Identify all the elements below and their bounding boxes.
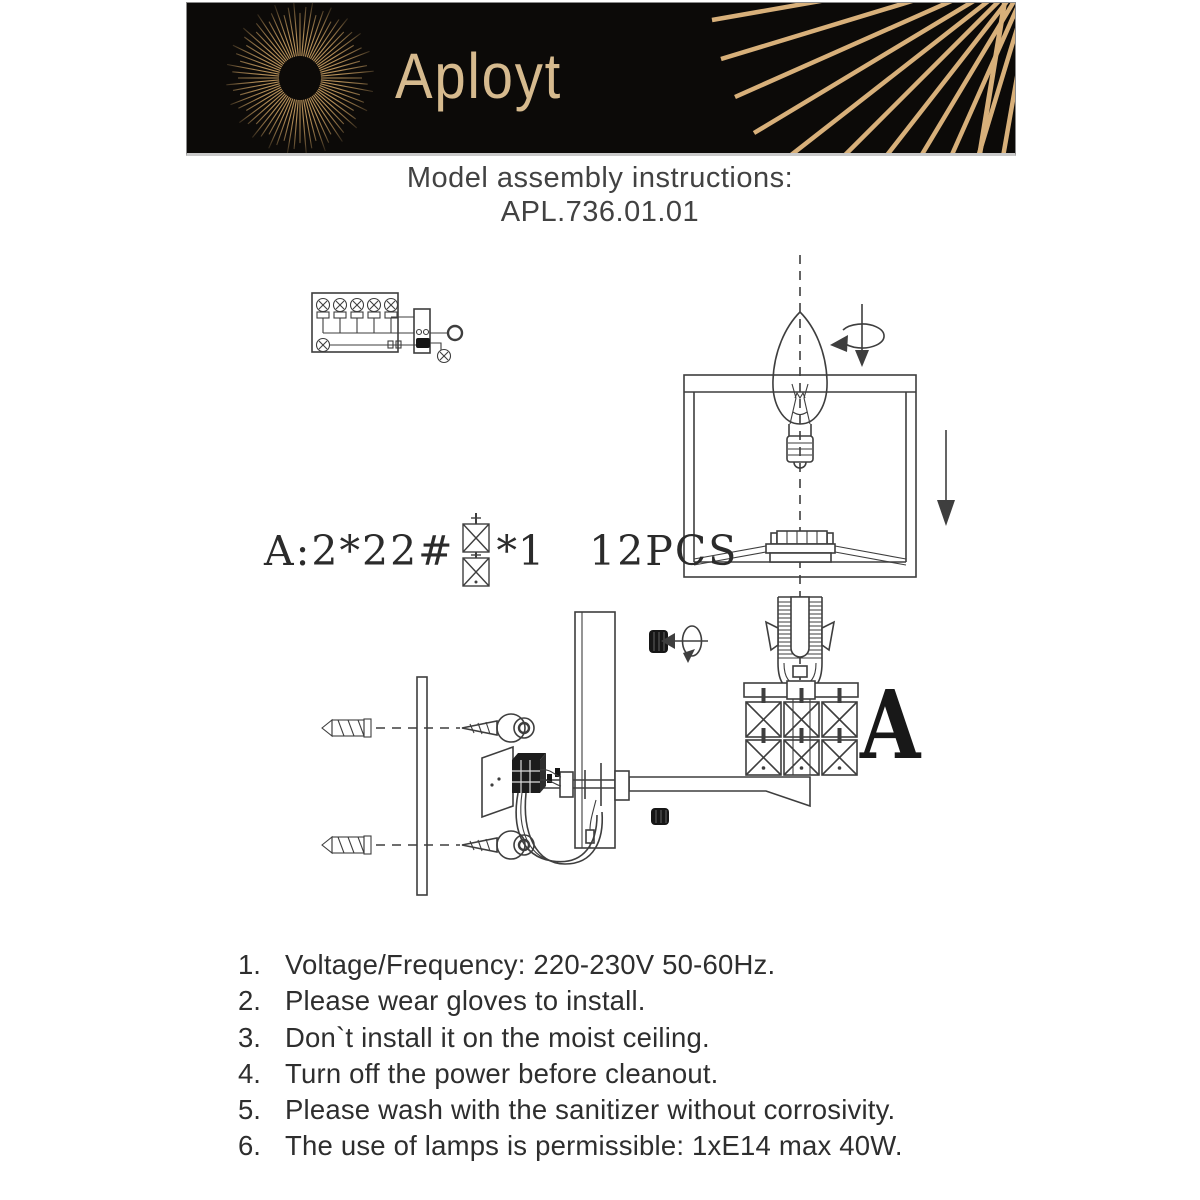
socket-sleeve <box>766 597 834 691</box>
instruction-text: Turn off the power before cleanout. <box>285 1057 719 1089</box>
instruction-item <box>238 1092 998 1128</box>
instruction-number: 3. <box>238 1021 261 1053</box>
instruction-number: 5. <box>238 1094 261 1126</box>
instruction-text: Don`t install it on the moist ceiling. <box>285 1021 710 1053</box>
spec-quantity: 12PCS <box>589 527 739 575</box>
assembly-label: A <box>860 670 921 781</box>
sleeve-left-wing <box>766 622 778 650</box>
terminal-block <box>512 760 540 793</box>
lamp-arm <box>629 777 810 806</box>
instruction-text: Voltage/Frequency: 220-230V 50-60Hz. <box>285 949 776 980</box>
model-number: APL.736.01.01 <box>500 196 700 228</box>
wall-anchor <box>322 836 371 854</box>
instruction-text: Please wear gloves to install. <box>285 985 646 1017</box>
down-arrow-icon <box>937 430 955 526</box>
instruction-number: 2. <box>238 985 261 1017</box>
crystal-cube-assembly <box>744 681 858 775</box>
instruction-item <box>238 1128 998 1164</box>
instruction-item <box>238 947 998 983</box>
wall-plate <box>417 677 427 895</box>
instruction-number: 6. <box>238 1130 261 1162</box>
rod-nut <box>560 772 573 797</box>
arm-flange <box>615 771 629 800</box>
shade-socket-platform <box>766 531 835 562</box>
spec-multiplier: *1 <box>496 527 546 575</box>
instruction-text: The use of lamps is permissible: 1xE14 max 40W. <box>285 1130 903 1162</box>
crystal-bead-icon <box>459 512 493 590</box>
wall-backplate <box>575 612 615 848</box>
mounting-screw <box>462 831 534 859</box>
instruction-item <box>238 1056 998 1092</box>
page-title: Model assembly instructions: <box>406 162 794 194</box>
nut-rotate-indicator <box>649 626 708 663</box>
hardware-spec-row <box>264 512 738 590</box>
instruction-item <box>238 1020 998 1056</box>
rotate-arrow-icon <box>830 304 884 367</box>
brand-name: Aployt <box>395 40 563 112</box>
sleeve-right-wing <box>822 622 834 650</box>
wall-anchor <box>322 719 371 737</box>
spec-code: A:2*22# <box>264 527 455 575</box>
mounting-screw <box>462 714 534 742</box>
wire-loop <box>448 326 462 340</box>
terminal-block-wiring <box>312 293 462 363</box>
instruction-number: 4. <box>238 1057 261 1089</box>
instruction-text: Please wash with the sanitizer without corrosivity. <box>285 1094 896 1126</box>
instruction-number: 1. <box>238 949 261 980</box>
instruction-list <box>238 947 998 1165</box>
instruction-item <box>238 983 998 1019</box>
